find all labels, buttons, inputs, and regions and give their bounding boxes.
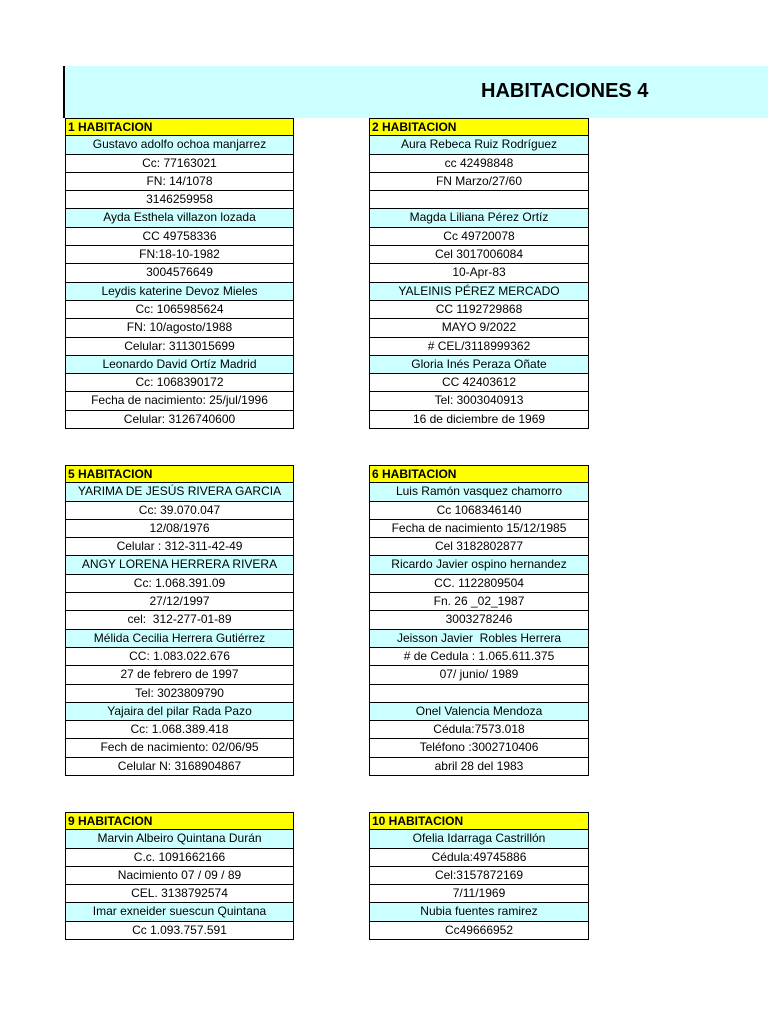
- guest-detail: Fech de nacimiento: 02/06/95: [65, 739, 294, 757]
- guest-detail: Cc: 1.068.391.09: [65, 575, 294, 593]
- guest-name: Magda Liliana Pérez Ortíz: [369, 209, 589, 227]
- guest-name: Imar exneider suescun Quintana: [65, 903, 294, 921]
- guest-name: Ricardo Javier ospino hernandez: [369, 556, 589, 574]
- guest-detail: MAYO 9/2022: [369, 319, 589, 337]
- guest-detail: Cel:3157872169: [369, 867, 589, 885]
- guest-name: Gustavo adolfo ochoa manjarrez: [65, 136, 294, 154]
- guest-detail: 10-Apr-83: [369, 264, 589, 282]
- guest-detail: Cc49666952: [369, 922, 589, 940]
- guest-detail: Celular : 312-311-42-49: [65, 538, 294, 556]
- guest-name: YARIMA DE JESÚS RIVERA GARCIA: [65, 483, 294, 501]
- guest-detail: Celular: 3126740600: [65, 411, 294, 429]
- guest-name: Yajaira del pilar Rada Pazo: [65, 703, 294, 721]
- room-table: [65, 118, 294, 429]
- room-header: 10 HABITACION: [369, 812, 589, 830]
- guest-detail: Cc: 1065985624: [65, 301, 294, 319]
- guest-name: Luis Ramón vasquez chamorro: [369, 483, 589, 501]
- guest-name: Ofelia Idarraga Castrillón: [369, 830, 589, 848]
- guest-detail: CC. 1122809504: [369, 575, 589, 593]
- guest-detail: 7/11/1969: [369, 885, 589, 903]
- guest-detail: Tel: 3023809790: [65, 685, 294, 703]
- guest-detail: Cel 3017006084: [369, 246, 589, 264]
- guest-name: Onel Valencia Mendoza: [369, 703, 589, 721]
- room-table: [369, 465, 589, 776]
- room-table: [65, 465, 294, 776]
- guest-detail: Cc 1.093.757.591: [65, 922, 294, 940]
- room-table: [65, 812, 294, 940]
- guest-detail: FN: 14/1078: [65, 173, 294, 191]
- room-header: 5 HABITACION: [65, 465, 294, 483]
- guest-name: Aura Rebeca Ruiz Rodríguez: [369, 136, 589, 154]
- guest-name: ANGY LORENA HERRERA RIVERA: [65, 556, 294, 574]
- guest-detail: cel: 312-277-01-89: [65, 611, 294, 629]
- guest-detail: 3146259958: [65, 191, 294, 209]
- guest-detail: Cc: 1068390172: [65, 374, 294, 392]
- guest-detail: Teléfono :3002710406: [369, 739, 589, 757]
- guest-name: Ayda Esthela villazon lozada: [65, 209, 294, 227]
- guest-detail: Cédula:49745886: [369, 849, 589, 867]
- guest-detail: CC 49758336: [65, 228, 294, 246]
- guest-detail: cc 42498848: [369, 155, 589, 173]
- guest-detail: Fecha de nacimiento: 25/jul/1996: [65, 392, 294, 410]
- guest-detail: Cel 3182802877: [369, 538, 589, 556]
- guest-detail: # CEL/3118999362: [369, 338, 589, 356]
- guest-name: Nubia fuentes ramirez: [369, 903, 589, 921]
- guest-detail: CC 42403612: [369, 374, 589, 392]
- guest-name: Mélida Cecilia Herrera Gutiérrez: [65, 630, 294, 648]
- guest-detail: [369, 191, 589, 209]
- room-header: 6 HABITACION: [369, 465, 589, 483]
- guest-detail: Fn. 26 _02_1987: [369, 593, 589, 611]
- guest-detail: 3004576649: [65, 264, 294, 282]
- guest-detail: Cc: 1.068.389.418: [65, 721, 294, 739]
- guest-name: Leydis katerine Devoz Mieles: [65, 283, 294, 301]
- room-header: 9 HABITACION: [65, 812, 294, 830]
- guest-detail: 07/ junio/ 1989: [369, 666, 589, 684]
- guest-detail: 12/08/1976: [65, 520, 294, 538]
- guest-detail: [369, 685, 589, 703]
- guest-detail: 3003278246: [369, 611, 589, 629]
- room-table: [369, 118, 589, 429]
- guest-detail: Fecha de nacimiento 15/12/1985: [369, 520, 589, 538]
- guest-name: Marvin Albeiro Quintana Durán: [65, 830, 294, 848]
- guest-detail: Celular N: 3168904867: [65, 758, 294, 776]
- room-table: [369, 812, 589, 940]
- room-header: 1 HABITACION: [65, 118, 294, 136]
- guest-detail: 27/12/1997: [65, 593, 294, 611]
- guest-detail: FN: 10/agosto/1988: [65, 319, 294, 337]
- guest-detail: CEL. 3138792574: [65, 885, 294, 903]
- room-header: 2 HABITACION: [369, 118, 589, 136]
- guest-detail: CC 1192729868: [369, 301, 589, 319]
- guest-detail: Cc: 77163021: [65, 155, 294, 173]
- guest-detail: 16 de diciembre de 1969: [369, 411, 589, 429]
- guest-detail: abril 28 del 1983: [369, 758, 589, 776]
- guest-name: YALEINIS PÉREZ MERCADO: [369, 283, 589, 301]
- guest-detail: # de Cedula : 1.065.611.375: [369, 648, 589, 666]
- guest-detail: FN Marzo/27/60: [369, 173, 589, 191]
- guest-detail: FN:18-10-1982: [65, 246, 294, 264]
- guest-detail: CC: 1.083.022.676: [65, 648, 294, 666]
- guest-detail: Cédula:7573.018: [369, 721, 589, 739]
- page-title: HABITACIONES 4: [481, 80, 649, 102]
- guest-detail: 27 de febrero de 1997: [65, 666, 294, 684]
- guest-name: Leonardo David Ortíz Madrid: [65, 356, 294, 374]
- guest-detail: Tel: 3003040913: [369, 392, 589, 410]
- guest-detail: Celular: 3113015699: [65, 338, 294, 356]
- guest-detail: Cc: 39.070.047: [65, 502, 294, 520]
- guest-name: Jeisson Javier Robles Herrera: [369, 630, 589, 648]
- guest-detail: Nacimiento 07 / 09 / 89: [65, 867, 294, 885]
- title-band: [65, 66, 768, 118]
- guest-detail: Cc 49720078: [369, 228, 589, 246]
- guest-name: Gloria Inés Peraza Oñate: [369, 356, 589, 374]
- guest-detail: Cc 1068346140: [369, 502, 589, 520]
- guest-detail: C.c. 1091662166: [65, 849, 294, 867]
